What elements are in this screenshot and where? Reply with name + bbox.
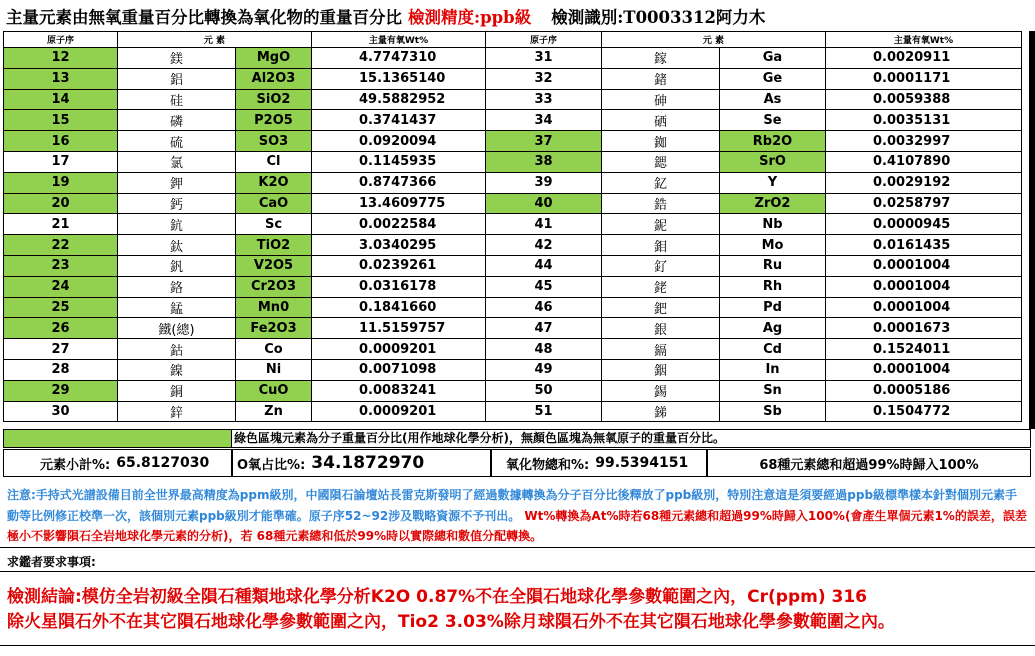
atomic-number-cell: 38	[486, 151, 602, 172]
precision-label: 檢測精度:ppb級	[408, 7, 532, 27]
oxide-total-label: 氧化物總和%:	[506, 457, 590, 473]
element-symbol-cell: V2O5	[236, 255, 312, 276]
element-symbol-cell: CaO	[236, 193, 312, 214]
table-row	[4, 235, 1022, 256]
atomic-number-cell: 19	[4, 172, 118, 193]
elements-subtotal	[3, 449, 232, 477]
element-name-cell: 銅	[118, 380, 236, 401]
weight-percent-cell: 3.0340295	[312, 235, 486, 256]
oxygen-share-label: O氧占比%:	[237, 457, 306, 473]
element-name-cell: 錳	[118, 297, 236, 318]
atomic-number-cell: 28	[4, 359, 118, 380]
table-row	[4, 401, 1022, 422]
weight-percent-cell: 0.0009201	[312, 339, 486, 360]
element-symbol-cell: Mo	[720, 235, 826, 256]
table-row	[4, 255, 1022, 276]
element-symbol-cell: TiO2	[236, 235, 312, 256]
legend-note: 綠色區塊元素為分子重量百分比(用作地球化學分析)，無顏色區塊為無氧原子的重量百分比。	[232, 429, 1031, 448]
table-row	[4, 193, 1022, 214]
weight-percent-cell: 13.4609775	[312, 193, 486, 214]
table-row	[4, 318, 1022, 339]
weight-percent-cell: 0.0022584	[312, 214, 486, 235]
oxygen-share	[232, 449, 491, 477]
atomic-number-cell: 50	[486, 380, 602, 401]
element-symbol-cell: Mn0	[236, 297, 312, 318]
atomic-number-cell: 26	[4, 318, 118, 339]
element-name-cell: 鍶	[602, 151, 720, 172]
atomic-number-cell: 44	[486, 255, 602, 276]
col-header-element: 元 素	[118, 32, 312, 48]
element-name-cell: 鋁	[118, 68, 236, 89]
element-name-cell: 鈷	[118, 339, 236, 360]
table-row	[4, 339, 1022, 360]
table-header-row	[4, 32, 1022, 48]
weight-percent-cell: 0.8747366	[312, 172, 486, 193]
calibration-note-red: Wt%轉換為At%時若68種元素總和超過99%時歸入100%(會產生單個元素1%的誤差，誤差極小不影響隕石全岩地球化學元素的分析)，若 68種元素總和低於99%時以實際總和數值分配轉換。	[7, 508, 1027, 543]
calibration-note-blue: 注意:手持式光譜設備目前全世界最高精度為ppm級別，中國隕石論壇站長雷克斯發明了經過數據轉換為分子百分比後釋放了ppb級別，特別注意這是須要經過ppb級標準樣本針對個別元素手動等比例修正校準一次，該個別元素ppb級別才能準確。原子序52~92涉及戰略資源不予刊出。	[7, 488, 1018, 523]
weight-percent-cell: 0.1145935	[312, 151, 486, 172]
table-row	[4, 68, 1022, 89]
element-name-cell: 鐵(總)	[118, 318, 236, 339]
col-header-wt: 主量有氧Wt%	[826, 32, 1022, 48]
element-name-cell: 鉬	[602, 235, 720, 256]
element-name-cell: 鎵	[602, 48, 720, 69]
table-row	[4, 131, 1022, 152]
requirements-label: 求鑑者要求事項:	[7, 555, 96, 569]
element-symbol-cell: P2O5	[236, 110, 312, 131]
elements-subtotal-label: 元素小計%:	[40, 457, 111, 473]
weight-percent-cell: 0.4107890	[826, 151, 1022, 172]
weight-percent-cell: 0.0009201	[312, 401, 486, 422]
element-symbol-cell: Y	[720, 172, 826, 193]
legend-green-swatch	[3, 429, 232, 448]
weight-percent-cell: 0.0001004	[826, 359, 1022, 380]
element-name-cell: 鈦	[118, 235, 236, 256]
weight-percent-cell: 0.0029192	[826, 172, 1022, 193]
atomic-number-cell: 47	[486, 318, 602, 339]
weight-percent-cell: 0.0001004	[826, 255, 1022, 276]
element-name-cell: 鎳	[118, 359, 236, 380]
element-symbol-cell: Sn	[720, 380, 826, 401]
element-symbol-cell: Se	[720, 110, 826, 131]
weight-percent-cell: 11.5159757	[312, 318, 486, 339]
weight-percent-cell: 0.0020911	[826, 48, 1022, 69]
divider	[0, 645, 1035, 646]
atomic-number-cell: 15	[4, 110, 118, 131]
element-name-cell: 鈧	[118, 214, 236, 235]
atomic-number-cell: 46	[486, 297, 602, 318]
weight-percent-cell: 0.1504772	[826, 401, 1022, 422]
element-name-cell: 鋅	[118, 401, 236, 422]
col-header-atomic-no: 原子序	[4, 32, 118, 48]
element-name-cell: 鈣	[118, 193, 236, 214]
table-row	[4, 214, 1022, 235]
element-symbol-cell: Pd	[720, 297, 826, 318]
vertical-scrollbar[interactable]	[1029, 31, 1035, 429]
element-name-cell: 氯	[118, 151, 236, 172]
atomic-number-cell: 33	[486, 89, 602, 110]
atomic-number-cell: 32	[486, 68, 602, 89]
atomic-number-cell: 22	[4, 235, 118, 256]
element-name-cell: 銣	[602, 131, 720, 152]
element-symbol-cell: SrO	[720, 151, 826, 172]
table-row	[4, 110, 1022, 131]
oxide-total	[491, 449, 707, 477]
calibration-note	[7, 485, 1029, 547]
conclusion-line-1: 檢測結論:模仿全岩初級全隕石種類地球化學分析K2O 0.87%不在全隕石地球化學參數範圍之內，Cr(ppm) 316	[7, 587, 868, 607]
atomic-number-cell: 42	[486, 235, 602, 256]
element-name-cell: 鍺	[602, 68, 720, 89]
atomic-number-cell: 13	[4, 68, 118, 89]
atomic-number-cell: 29	[4, 380, 118, 401]
element-name-cell: 砷	[602, 89, 720, 110]
element-symbol-cell: Sb	[720, 401, 826, 422]
element-symbol-cell: K2O	[236, 172, 312, 193]
element-symbol-cell: Rb2O	[720, 131, 826, 152]
weight-percent-cell: 0.0035131	[826, 110, 1022, 131]
atomic-number-cell: 23	[4, 255, 118, 276]
col-header-element: 元 素	[602, 32, 826, 48]
weight-percent-cell: 15.1365140	[312, 68, 486, 89]
atomic-number-cell: 37	[486, 131, 602, 152]
atomic-number-cell: 25	[4, 297, 118, 318]
weight-percent-cell: 0.0161435	[826, 235, 1022, 256]
element-table	[3, 31, 1022, 422]
element-symbol-cell: Co	[236, 339, 312, 360]
element-name-cell: 銦	[602, 359, 720, 380]
element-name-cell: 釩	[118, 255, 236, 276]
atomic-number-cell: 20	[4, 193, 118, 214]
title-bar	[0, 0, 1035, 31]
element-name-cell: 錫	[602, 380, 720, 401]
element-name-cell: 鉀	[118, 172, 236, 193]
atomic-number-cell: 14	[4, 89, 118, 110]
weight-percent-cell: 0.0071098	[312, 359, 486, 380]
table-row	[4, 297, 1022, 318]
oxide-total-value: 99.5394151	[595, 455, 689, 471]
atomic-number-cell: 16	[4, 131, 118, 152]
element-name-cell: 鈮	[602, 214, 720, 235]
weight-percent-cell: 0.0001673	[826, 318, 1022, 339]
element-symbol-cell: Zn	[236, 401, 312, 422]
weight-percent-cell: 0.1524011	[826, 339, 1022, 360]
atomic-number-cell: 48	[486, 339, 602, 360]
elements-subtotal-value: 65.8127030	[116, 455, 210, 471]
element-symbol-cell: Sc	[236, 214, 312, 235]
weight-percent-cell: 0.1841660	[312, 297, 486, 318]
atomic-number-cell: 17	[4, 151, 118, 172]
atomic-number-cell: 39	[486, 172, 602, 193]
weight-percent-cell: 0.0001171	[826, 68, 1022, 89]
element-symbol-cell: Ru	[720, 255, 826, 276]
weight-percent-cell: 0.0920094	[312, 131, 486, 152]
weight-percent-cell: 0.0239261	[312, 255, 486, 276]
atomic-number-cell: 30	[4, 401, 118, 422]
element-symbol-cell: In	[720, 359, 826, 380]
element-symbol-cell: Cr2O3	[236, 276, 312, 297]
atomic-number-cell: 45	[486, 276, 602, 297]
element-symbol-cell: Ag	[720, 318, 826, 339]
element-symbol-cell: Al2O3	[236, 68, 312, 89]
element-symbol-cell: MgO	[236, 48, 312, 69]
table-row	[4, 48, 1022, 69]
atomic-number-cell: 49	[486, 359, 602, 380]
col-header-atomic-no: 原子序	[486, 32, 602, 48]
element-name-cell: 銠	[602, 276, 720, 297]
atomic-number-cell: 21	[4, 214, 118, 235]
conclusion	[7, 585, 1033, 635]
atomic-number-cell: 40	[486, 193, 602, 214]
col-header-wt: 主量有氧Wt%	[312, 32, 486, 48]
table-row	[4, 380, 1022, 401]
element-symbol-cell: Ge	[720, 68, 826, 89]
element-symbol-cell: CuO	[236, 380, 312, 401]
legend-row	[3, 429, 1031, 448]
atomic-number-cell: 24	[4, 276, 118, 297]
normalization-note	[707, 449, 1031, 477]
normalization-note-text: 68種元素總和超過99%時歸入100%	[759, 457, 979, 473]
table-row	[4, 89, 1022, 110]
table-row	[4, 359, 1022, 380]
element-name-cell: 鉻	[118, 276, 236, 297]
weight-percent-cell: 0.0258797	[826, 193, 1022, 214]
table-row	[4, 151, 1022, 172]
element-name-cell: 硅	[118, 89, 236, 110]
totals-row	[3, 449, 1031, 477]
report-title: 主量元素由無氧重量百分比轉換為氧化物的重量百分比	[6, 7, 402, 27]
element-name-cell: 釕	[602, 255, 720, 276]
element-symbol-cell: Ga	[720, 48, 826, 69]
divider	[0, 547, 1035, 548]
element-symbol-cell: SO3	[236, 131, 312, 152]
element-symbol-cell: Rh	[720, 276, 826, 297]
weight-percent-cell: 0.0316178	[312, 276, 486, 297]
element-name-cell: 硫	[118, 131, 236, 152]
element-name-cell: 鎂	[118, 48, 236, 69]
weight-percent-cell: 0.0032997	[826, 131, 1022, 152]
weight-percent-cell: 0.0005186	[826, 380, 1022, 401]
element-name-cell: 鋯	[602, 193, 720, 214]
atomic-number-cell: 51	[486, 401, 602, 422]
table-row	[4, 276, 1022, 297]
element-symbol-cell: As	[720, 89, 826, 110]
element-symbol-cell: ZrO2	[720, 193, 826, 214]
sample-id-label: 檢測識別:T0003312阿力木	[551, 7, 766, 27]
weight-percent-cell: 0.0001004	[826, 276, 1022, 297]
element-name-cell: 鎘	[602, 339, 720, 360]
element-name-cell: 磷	[118, 110, 236, 131]
atomic-number-cell: 41	[486, 214, 602, 235]
element-name-cell: 銻	[602, 401, 720, 422]
atomic-number-cell: 27	[4, 339, 118, 360]
element-symbol-cell: Cl	[236, 151, 312, 172]
atomic-number-cell: 12	[4, 48, 118, 69]
weight-percent-cell: 0.0059388	[826, 89, 1022, 110]
table-row	[4, 172, 1022, 193]
element-symbol-cell: Nb	[720, 214, 826, 235]
element-name-cell: 硒	[602, 110, 720, 131]
element-symbol-cell: SiO2	[236, 89, 312, 110]
conclusion-line-2: 除火星隕石外不在其它隕石地球化學參數範圍之內，Tio2 3.03%除月球隕石外不在其它隕石地球化學參數範圍之內。	[7, 612, 895, 632]
oxygen-share-value: 34.1872970	[311, 453, 425, 473]
weight-percent-cell: 0.0000945	[826, 214, 1022, 235]
atomic-number-cell: 31	[486, 48, 602, 69]
weight-percent-cell: 0.0083241	[312, 380, 486, 401]
atomic-number-cell: 34	[486, 110, 602, 131]
element-name-cell: 銀	[602, 318, 720, 339]
weight-percent-cell: 0.3741437	[312, 110, 486, 131]
weight-percent-cell: 4.7747310	[312, 48, 486, 69]
element-symbol-cell: Cd	[720, 339, 826, 360]
weight-percent-cell: 49.5882952	[312, 89, 486, 110]
element-name-cell: 鈀	[602, 297, 720, 318]
element-name-cell: 釔	[602, 172, 720, 193]
element-symbol-cell: Fe2O3	[236, 318, 312, 339]
divider	[0, 571, 1035, 572]
weight-percent-cell: 0.0001004	[826, 297, 1022, 318]
element-symbol-cell: Ni	[236, 359, 312, 380]
